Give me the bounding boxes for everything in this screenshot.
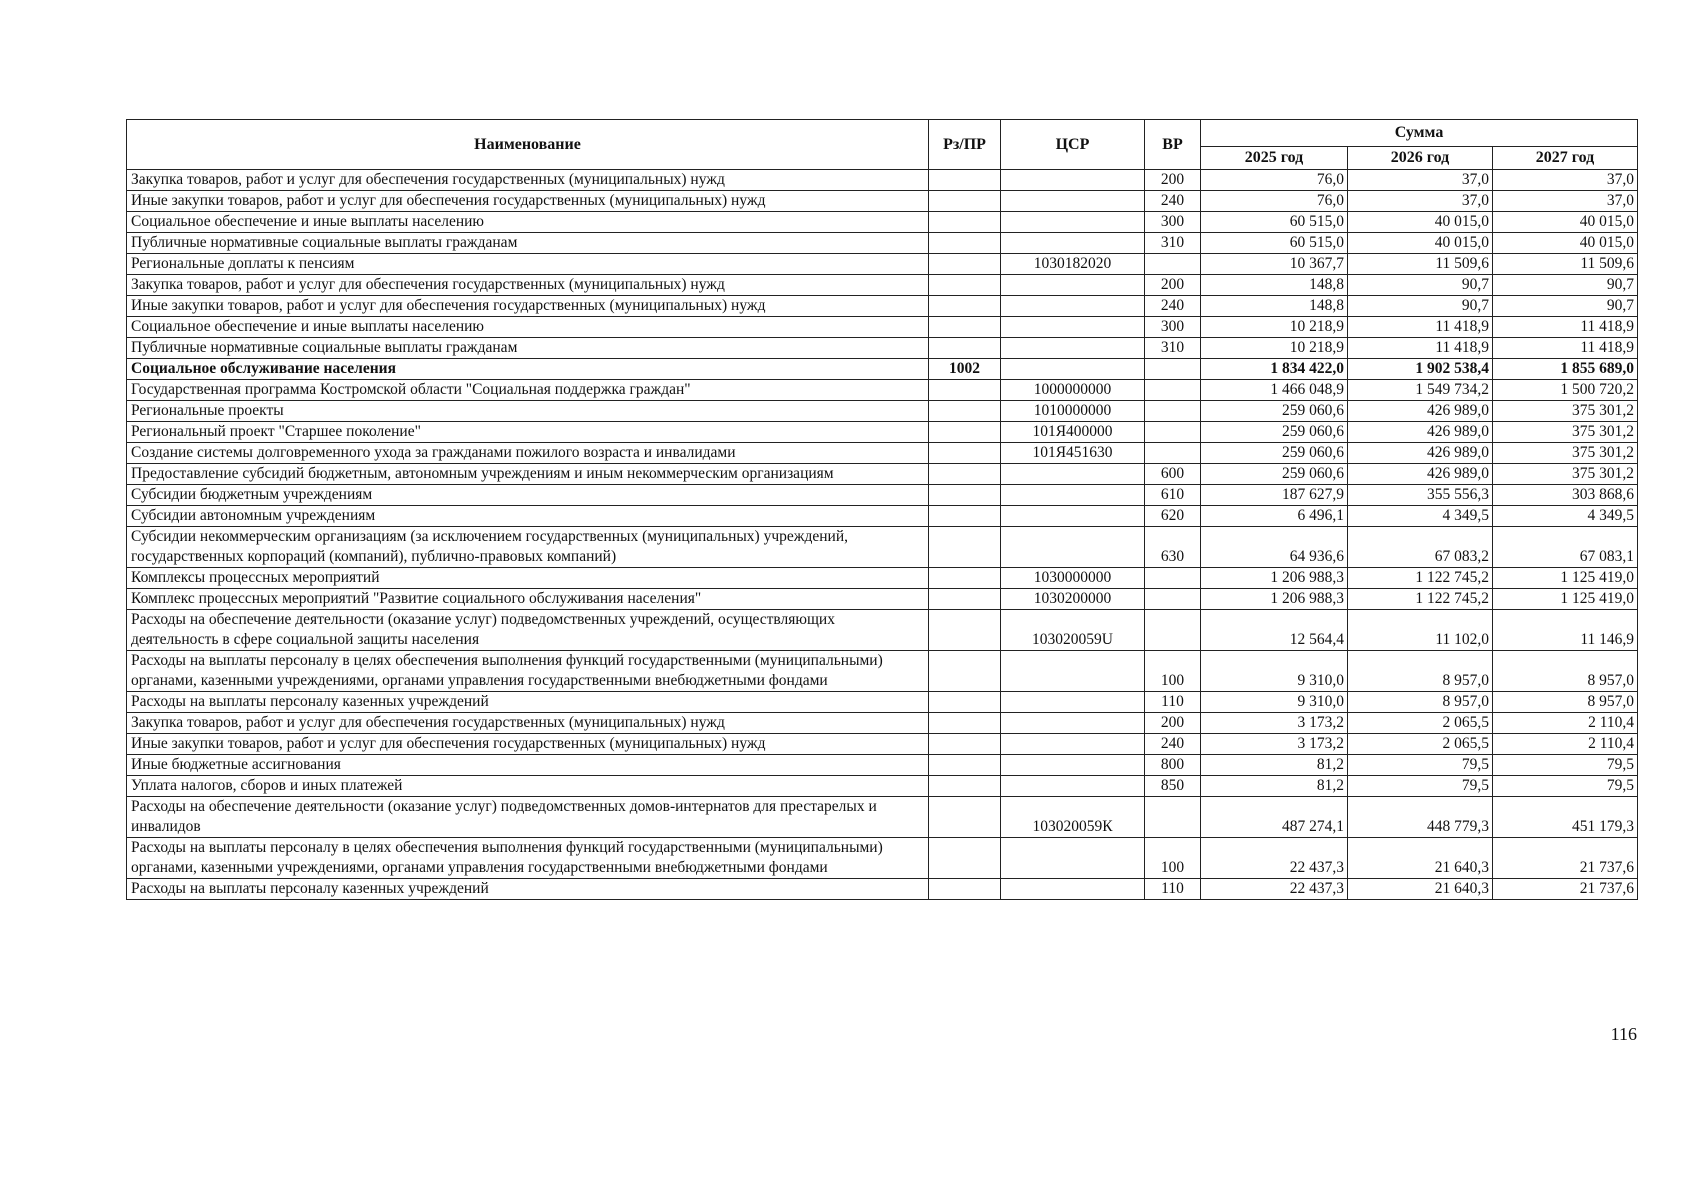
cell-csr [1001, 527, 1145, 568]
cell-2025: 3 173,2 [1201, 713, 1348, 734]
cell-2027: 303 868,6 [1493, 485, 1638, 506]
cell-csr: 1030000000 [1001, 568, 1145, 589]
cell-2027: 8 957,0 [1493, 651, 1638, 692]
cell-rz [929, 170, 1001, 191]
cell-2025: 10 218,9 [1201, 317, 1348, 338]
table-row [127, 380, 1638, 401]
cell-csr: 1000000000 [1001, 380, 1145, 401]
cell-2025: 259 060,6 [1201, 443, 1348, 464]
cell-name: Комплекс процессных мероприятий "Развитие социального обслуживания населения" [127, 589, 929, 610]
table-row [127, 212, 1638, 233]
table-row [127, 317, 1638, 338]
table-row [127, 527, 1638, 568]
cell-2026: 21 640,3 [1348, 879, 1493, 900]
cell-2025: 148,8 [1201, 296, 1348, 317]
cell-vr: 200 [1145, 275, 1201, 296]
cell-2026: 448 779,3 [1348, 797, 1493, 838]
cell-2026: 90,7 [1348, 296, 1493, 317]
cell-vr: 850 [1145, 776, 1201, 797]
cell-2026: 426 989,0 [1348, 422, 1493, 443]
cell-name: Публичные нормативные социальные выплаты гражданам [127, 338, 929, 359]
cell-csr [1001, 734, 1145, 755]
cell-csr [1001, 651, 1145, 692]
cell-rz [929, 527, 1001, 568]
cell-2026: 79,5 [1348, 755, 1493, 776]
table-header [127, 120, 1638, 170]
page-number: 116 [1610, 1024, 1637, 1044]
cell-2027: 1 855 689,0 [1493, 359, 1638, 380]
cell-rz: 1002 [929, 359, 1001, 380]
cell-2026: 40 015,0 [1348, 233, 1493, 254]
cell-2026: 2 065,5 [1348, 713, 1493, 734]
cell-2027: 4 349,5 [1493, 506, 1638, 527]
cell-2025: 81,2 [1201, 776, 1348, 797]
cell-2025: 259 060,6 [1201, 422, 1348, 443]
cell-2027: 37,0 [1493, 191, 1638, 212]
table-row [127, 401, 1638, 422]
cell-csr [1001, 838, 1145, 879]
cell-2026: 426 989,0 [1348, 464, 1493, 485]
cell-vr: 240 [1145, 191, 1201, 212]
cell-vr [1145, 401, 1201, 422]
cell-vr [1145, 359, 1201, 380]
cell-rz [929, 734, 1001, 755]
header-year-2027: 2027 год [1493, 147, 1638, 170]
cell-name: Региональные проекты [127, 401, 929, 422]
cell-2025: 3 173,2 [1201, 734, 1348, 755]
cell-rz [929, 692, 1001, 713]
cell-rz [929, 443, 1001, 464]
cell-csr: 1010000000 [1001, 401, 1145, 422]
cell-vr: 240 [1145, 734, 1201, 755]
table-row [127, 338, 1638, 359]
cell-name: Субсидии автономным учреждениям [127, 506, 929, 527]
cell-2026: 1 122 745,2 [1348, 568, 1493, 589]
cell-name: Публичные нормативные социальные выплаты гражданам [127, 233, 929, 254]
cell-vr [1145, 568, 1201, 589]
cell-2027: 375 301,2 [1493, 443, 1638, 464]
cell-rz [929, 212, 1001, 233]
cell-2027: 67 083,1 [1493, 527, 1638, 568]
cell-csr [1001, 359, 1145, 380]
cell-csr [1001, 713, 1145, 734]
cell-2027: 37,0 [1493, 170, 1638, 191]
cell-2025: 1 206 988,3 [1201, 589, 1348, 610]
table-row [127, 170, 1638, 191]
table-row [127, 485, 1638, 506]
cell-rz [929, 610, 1001, 651]
table-row [127, 464, 1638, 485]
cell-name: Создание системы долговременного ухода за гражданами пожилого возраста и инвалидами [127, 443, 929, 464]
cell-2026: 1 549 734,2 [1348, 380, 1493, 401]
cell-2027: 375 301,2 [1493, 464, 1638, 485]
cell-2027: 90,7 [1493, 296, 1638, 317]
table-row [127, 191, 1638, 212]
cell-2026: 37,0 [1348, 170, 1493, 191]
header-year-2025: 2025 год [1201, 147, 1348, 170]
cell-vr: 200 [1145, 713, 1201, 734]
cell-2026: 1 122 745,2 [1348, 589, 1493, 610]
cell-csr [1001, 755, 1145, 776]
cell-rz [929, 651, 1001, 692]
table-row [127, 275, 1638, 296]
cell-rz [929, 776, 1001, 797]
cell-2025: 10 218,9 [1201, 338, 1348, 359]
cell-2027: 2 110,4 [1493, 734, 1638, 755]
cell-2025: 1 834 422,0 [1201, 359, 1348, 380]
cell-2026: 11 509,6 [1348, 254, 1493, 275]
cell-vr: 310 [1145, 233, 1201, 254]
cell-2026: 37,0 [1348, 191, 1493, 212]
cell-2025: 259 060,6 [1201, 401, 1348, 422]
table-row [127, 422, 1638, 443]
cell-rz [929, 464, 1001, 485]
cell-rz [929, 568, 1001, 589]
cell-csr [1001, 485, 1145, 506]
table-row [127, 506, 1638, 527]
cell-csr [1001, 275, 1145, 296]
cell-2027: 375 301,2 [1493, 401, 1638, 422]
cell-2027: 40 015,0 [1493, 212, 1638, 233]
cell-2026: 4 349,5 [1348, 506, 1493, 527]
cell-2027: 11 509,6 [1493, 254, 1638, 275]
cell-vr: 200 [1145, 170, 1201, 191]
table-row [127, 755, 1638, 776]
cell-vr: 610 [1145, 485, 1201, 506]
cell-2025: 1 206 988,3 [1201, 568, 1348, 589]
cell-rz [929, 317, 1001, 338]
table-row [127, 610, 1638, 651]
cell-2026: 426 989,0 [1348, 401, 1493, 422]
cell-rz [929, 485, 1001, 506]
header-rz: Рз/ПР [929, 120, 1001, 170]
cell-2027: 90,7 [1493, 275, 1638, 296]
table-row [127, 359, 1638, 380]
cell-rz [929, 755, 1001, 776]
cell-2027: 79,5 [1493, 755, 1638, 776]
cell-vr: 100 [1145, 651, 1201, 692]
cell-name: Закупка товаров, работ и услуг для обеспечения государственных (муниципальных) нужд [127, 170, 929, 191]
cell-vr [1145, 610, 1201, 651]
cell-2026: 67 083,2 [1348, 527, 1493, 568]
header-year-2026: 2026 год [1348, 147, 1493, 170]
cell-csr: 1030200000 [1001, 589, 1145, 610]
table-row [127, 734, 1638, 755]
cell-name: Предоставление субсидий бюджетным, автономным учреждениям и иным некоммерческим организациям [127, 464, 929, 485]
cell-vr: 310 [1145, 338, 1201, 359]
cell-2026: 426 989,0 [1348, 443, 1493, 464]
cell-2026: 355 556,3 [1348, 485, 1493, 506]
cell-2027: 451 179,3 [1493, 797, 1638, 838]
cell-rz [929, 380, 1001, 401]
cell-2027: 40 015,0 [1493, 233, 1638, 254]
cell-rz [929, 296, 1001, 317]
cell-vr [1145, 380, 1201, 401]
cell-name: Расходы на обеспечение деятельности (оказание услуг) подведомственных учреждений, осуществляющих деятельность в сфере социальной защиты населения [127, 610, 929, 651]
cell-rz [929, 233, 1001, 254]
cell-2027: 2 110,4 [1493, 713, 1638, 734]
cell-name: Социальное обслуживание населения [127, 359, 929, 380]
cell-2025: 487 274,1 [1201, 797, 1348, 838]
cell-name: Расходы на выплаты персоналу казенных учреждений [127, 879, 929, 900]
cell-2025: 22 437,3 [1201, 838, 1348, 879]
cell-csr [1001, 191, 1145, 212]
cell-name: Региональный проект "Старшее поколение" [127, 422, 929, 443]
cell-csr [1001, 464, 1145, 485]
cell-2026: 21 640,3 [1348, 838, 1493, 879]
cell-csr: 101Я451630 [1001, 443, 1145, 464]
cell-2026: 90,7 [1348, 275, 1493, 296]
cell-vr: 600 [1145, 464, 1201, 485]
cell-2027: 21 737,6 [1493, 879, 1638, 900]
cell-2025: 64 936,6 [1201, 527, 1348, 568]
cell-2025: 60 515,0 [1201, 233, 1348, 254]
cell-name: Иные закупки товаров, работ и услуг для обеспечения государственных (муниципальных) нужд [127, 191, 929, 212]
cell-name: Комплексы процессных мероприятий [127, 568, 929, 589]
table-row [127, 838, 1638, 879]
cell-rz [929, 879, 1001, 900]
cell-vr: 300 [1145, 317, 1201, 338]
cell-2027: 21 737,6 [1493, 838, 1638, 879]
cell-csr [1001, 296, 1145, 317]
cell-csr [1001, 317, 1145, 338]
table-row [127, 692, 1638, 713]
cell-csr [1001, 170, 1145, 191]
cell-rz [929, 506, 1001, 527]
cell-vr: 630 [1145, 527, 1201, 568]
cell-csr [1001, 338, 1145, 359]
cell-vr: 110 [1145, 692, 1201, 713]
cell-2025: 60 515,0 [1201, 212, 1348, 233]
cell-2025: 81,2 [1201, 755, 1348, 776]
cell-2027: 1 125 419,0 [1493, 568, 1638, 589]
cell-rz [929, 422, 1001, 443]
cell-vr: 800 [1145, 755, 1201, 776]
cell-vr [1145, 443, 1201, 464]
cell-2027: 11 418,9 [1493, 338, 1638, 359]
cell-name: Иные бюджетные ассигнования [127, 755, 929, 776]
cell-2026: 11 418,9 [1348, 338, 1493, 359]
table-row [127, 443, 1638, 464]
cell-2026: 11 102,0 [1348, 610, 1493, 651]
cell-vr: 620 [1145, 506, 1201, 527]
cell-2025: 1 466 048,9 [1201, 380, 1348, 401]
cell-vr: 240 [1145, 296, 1201, 317]
cell-rz [929, 401, 1001, 422]
table-row [127, 651, 1638, 692]
cell-name: Расходы на выплаты персоналу в целях обеспечения выполнения функций государственными (муниципальными) органами, казенными учреждениями, органами управления государственными внебюджетными фондами [127, 838, 929, 879]
table-row [127, 776, 1638, 797]
header-name: Наименование [127, 120, 929, 170]
table-row [127, 296, 1638, 317]
cell-2025: 22 437,3 [1201, 879, 1348, 900]
cell-name: Субсидии некоммерческим организациям (за исключением государственных (муниципальных) учреждений, государственных корпораций (компаний), публично-правовых компаний) [127, 527, 929, 568]
table-row [127, 568, 1638, 589]
cell-rz [929, 338, 1001, 359]
cell-vr: 300 [1145, 212, 1201, 233]
cell-name: Уплата налогов, сборов и иных платежей [127, 776, 929, 797]
cell-name: Иные закупки товаров, работ и услуг для обеспечения государственных (муниципальных) нужд [127, 734, 929, 755]
cell-name: Расходы на выплаты персоналу казенных учреждений [127, 692, 929, 713]
cell-csr: 101Я400000 [1001, 422, 1145, 443]
cell-2026: 1 902 538,4 [1348, 359, 1493, 380]
cell-vr: 100 [1145, 838, 1201, 879]
cell-vr [1145, 589, 1201, 610]
header-sum: Сумма [1201, 120, 1638, 147]
table-row [127, 254, 1638, 275]
cell-2026: 8 957,0 [1348, 692, 1493, 713]
cell-2025: 12 564,4 [1201, 610, 1348, 651]
table-row [127, 797, 1638, 838]
cell-2026: 79,5 [1348, 776, 1493, 797]
cell-csr: 103020059К [1001, 797, 1145, 838]
cell-csr [1001, 879, 1145, 900]
cell-name: Социальное обеспечение и иные выплаты населению [127, 317, 929, 338]
cell-rz [929, 275, 1001, 296]
cell-2025: 187 627,9 [1201, 485, 1348, 506]
cell-2025: 76,0 [1201, 191, 1348, 212]
cell-name: Закупка товаров, работ и услуг для обеспечения государственных (муниципальных) нужд [127, 275, 929, 296]
cell-rz [929, 254, 1001, 275]
table-row [127, 879, 1638, 900]
header-vr: ВР [1145, 120, 1201, 170]
cell-csr [1001, 506, 1145, 527]
cell-2027: 1 500 720,2 [1493, 380, 1638, 401]
cell-2027: 11 418,9 [1493, 317, 1638, 338]
cell-csr [1001, 233, 1145, 254]
cell-2027: 11 146,9 [1493, 610, 1638, 651]
cell-2025: 259 060,6 [1201, 464, 1348, 485]
cell-csr: 103020059U [1001, 610, 1145, 651]
cell-csr: 1030182020 [1001, 254, 1145, 275]
cell-name: Субсидии бюджетным учреждениям [127, 485, 929, 506]
table-row [127, 233, 1638, 254]
budget-table [126, 119, 1638, 900]
cell-2027: 375 301,2 [1493, 422, 1638, 443]
header-csr: ЦСР [1001, 120, 1145, 170]
cell-2025: 9 310,0 [1201, 651, 1348, 692]
cell-name: Расходы на обеспечение деятельности (оказание услуг) подведомственных домов-интернатов для престарелых и инвалидов [127, 797, 929, 838]
cell-2027: 1 125 419,0 [1493, 589, 1638, 610]
cell-2027: 8 957,0 [1493, 692, 1638, 713]
cell-2025: 10 367,7 [1201, 254, 1348, 275]
cell-rz [929, 191, 1001, 212]
cell-name: Региональные доплаты к пенсиям [127, 254, 929, 275]
cell-2027: 79,5 [1493, 776, 1638, 797]
cell-name: Социальное обеспечение и иные выплаты населению [127, 212, 929, 233]
cell-name: Закупка товаров, работ и услуг для обеспечения государственных (муниципальных) нужд [127, 713, 929, 734]
cell-csr [1001, 776, 1145, 797]
cell-2025: 76,0 [1201, 170, 1348, 191]
table-row [127, 713, 1638, 734]
cell-name: Иные закупки товаров, работ и услуг для обеспечения государственных (муниципальных) нужд [127, 296, 929, 317]
cell-2026: 11 418,9 [1348, 317, 1493, 338]
cell-rz [929, 797, 1001, 838]
cell-vr [1145, 254, 1201, 275]
cell-2025: 9 310,0 [1201, 692, 1348, 713]
cell-vr [1145, 797, 1201, 838]
cell-vr: 110 [1145, 879, 1201, 900]
cell-vr [1145, 422, 1201, 443]
cell-rz [929, 713, 1001, 734]
cell-csr [1001, 212, 1145, 233]
cell-2026: 2 065,5 [1348, 734, 1493, 755]
table-row [127, 589, 1638, 610]
cell-name: Расходы на выплаты персоналу в целях обеспечения выполнения функций государственными (муниципальными) органами, казенными учреждениями, органами управления государственными внебюджетными фондами [127, 651, 929, 692]
cell-2026: 40 015,0 [1348, 212, 1493, 233]
cell-2025: 148,8 [1201, 275, 1348, 296]
cell-2026: 8 957,0 [1348, 651, 1493, 692]
table-body [127, 170, 1638, 900]
cell-name: Государственная программа Костромской области "Социальная поддержка граждан" [127, 380, 929, 401]
cell-rz [929, 589, 1001, 610]
cell-rz [929, 838, 1001, 879]
cell-csr [1001, 692, 1145, 713]
cell-2025: 6 496,1 [1201, 506, 1348, 527]
